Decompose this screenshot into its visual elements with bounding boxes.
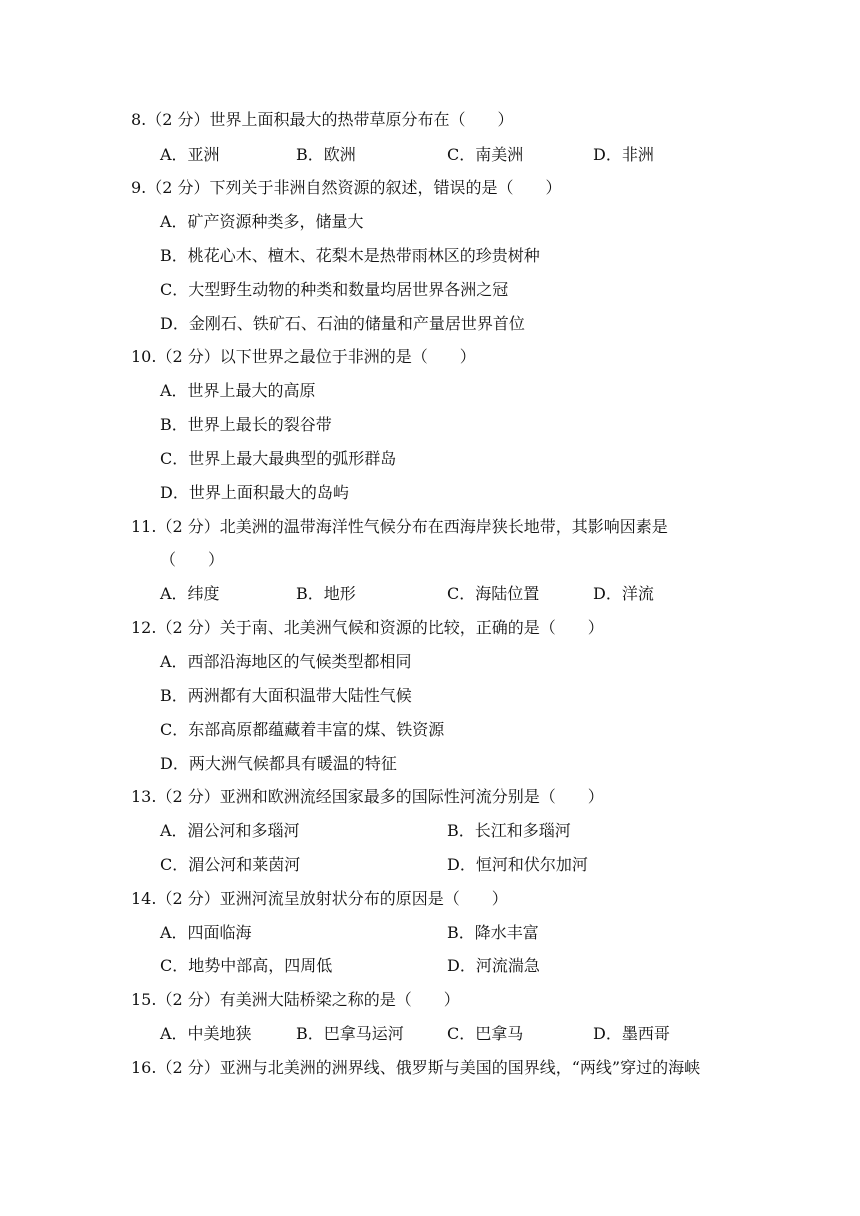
option-c: C．南美洲 — [447, 145, 524, 164]
option-b: B．欧洲 — [296, 145, 356, 164]
option-c: C．海陆位置 — [447, 584, 540, 603]
question-14-stem: 14.（2 分）亚洲河流呈放射状分布的原因是（ ） — [131, 889, 508, 908]
question-9-stem: 9.（2 分）下列关于非洲自然资源的叙述，错误的是（ ） — [131, 178, 562, 197]
option-a: A．湄公河和多瑙河 — [160, 821, 300, 840]
option-d: D．世界上面积最大的岛屿 — [160, 483, 349, 502]
option-c: C．东部高原都蕴藏着丰富的煤、铁资源 — [160, 720, 445, 739]
option-a: A．纬度 — [160, 584, 220, 603]
question-8-stem: 8.（2 分）世界上面积最大的热带草原分布在（ ） — [131, 110, 514, 129]
option-d: D．金刚石、铁矿石、石油的储量和产量居世界首位 — [160, 314, 525, 333]
question-14-options-cd — [0, 955, 860, 977]
question-16-stem: 16.（2 分）亚洲与北美洲的洲界线、俄罗斯与美国的国界线，“两线”穿过的海峡 — [131, 1058, 701, 1077]
question-11-stem-continued: （ ） — [160, 550, 225, 569]
option-d: D．墨西哥 — [593, 1024, 670, 1043]
option-b: B．两洲都有大面积温带大陆性气候 — [160, 686, 412, 705]
option-c: C．地势中部高，四周低 — [160, 956, 333, 975]
question-12-stem: 12.（2 分）关于南、北美洲气候和资源的比较，正确的是（ ） — [131, 618, 604, 637]
option-b: B．桃花心木、檀木、花梨木是热带雨林区的珍贵树种 — [160, 246, 540, 265]
option-d: D．两大洲气候都具有暖温的特征 — [160, 754, 397, 773]
option-a: A．亚洲 — [160, 145, 220, 164]
question-8-options — [0, 144, 860, 166]
question-15-options — [0, 1023, 860, 1045]
option-d: D．河流湍急 — [447, 956, 540, 975]
question-11-options — [0, 583, 860, 605]
option-a: A．西部沿海地区的气候类型都相同 — [160, 652, 412, 671]
option-d: D．恒河和伏尔加河 — [447, 855, 588, 874]
option-b: B．长江和多瑙河 — [447, 821, 571, 840]
option-c: C．湄公河和莱茵河 — [160, 855, 301, 874]
option-b: B．世界上最长的裂谷带 — [160, 415, 332, 434]
question-15-stem: 15.（2 分）有美洲大陆桥梁之称的是（ ） — [131, 990, 460, 1009]
option-a: A．矿产资源种类多，储量大 — [160, 212, 364, 231]
question-13-options-ab — [0, 820, 860, 842]
option-a: A．中美地狭 — [160, 1024, 252, 1043]
option-a: A．四面临海 — [160, 923, 252, 942]
option-c: C．大型野生动物的种类和数量均居世界各洲之冠 — [160, 280, 509, 299]
option-c: C．巴拿马 — [447, 1024, 524, 1043]
option-a: A．世界上最大的高原 — [160, 381, 316, 400]
option-b: B．降水丰富 — [447, 923, 539, 942]
option-c: C．世界上最大最典型的弧形群岛 — [160, 449, 397, 468]
question-14-options-ab — [0, 922, 860, 944]
question-11-stem: 11.（2 分）北美洲的温带海洋性气候分布在西海岸狭长地带，其影响因素是 — [131, 517, 668, 536]
option-d: D．洋流 — [593, 584, 654, 603]
option-b: B．巴拿马运河 — [296, 1024, 404, 1043]
question-10-stem: 10.（2 分）以下世界之最位于非洲的是（ ） — [131, 347, 476, 366]
option-b: B．地形 — [296, 584, 356, 603]
question-13-options-cd — [0, 854, 860, 876]
question-13-stem: 13.（2 分）亚洲和欧洲流经国家最多的国际性河流分别是（ ） — [131, 787, 604, 806]
option-d: D．非洲 — [593, 145, 654, 164]
